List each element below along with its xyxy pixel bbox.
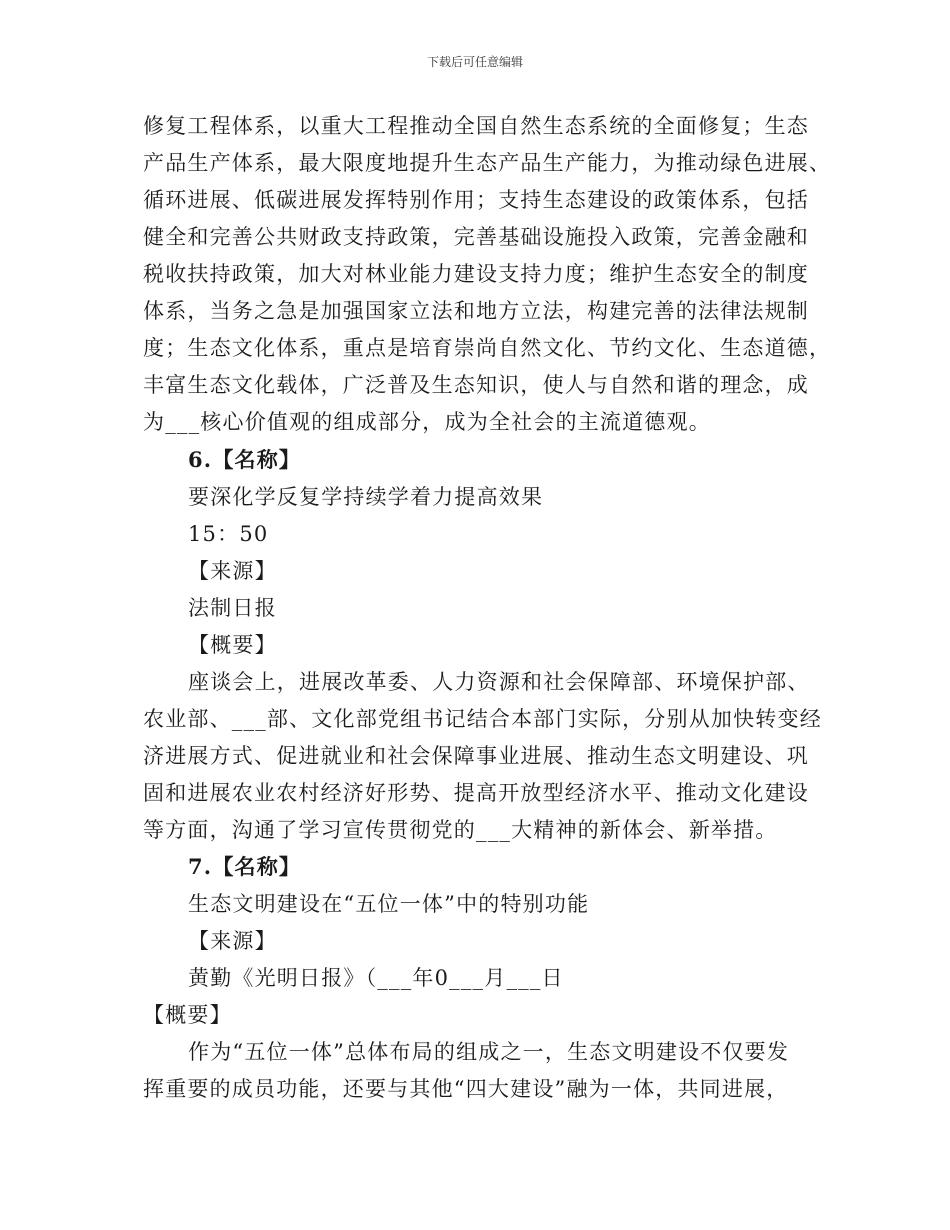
- summary-line: 济进展方式、促进就业和社会保障事业进展、推动生态文明建设、巩: [143, 744, 809, 768]
- body-line: 产品生产体系，最大限度地提升生态产品生产能力，为推动绿色进展、: [143, 151, 832, 175]
- body-line: 度；生态文化体系，重点是培育崇尚自然文化、节约文化、生态道德，: [143, 336, 832, 360]
- article-title: 要深化学反复学持续学着力提高效果: [188, 485, 544, 509]
- body-line: 健全和完善公共财政支持政策，完善基础设施投入政策，完善金融和: [143, 225, 809, 249]
- body-line: 修复工程体系，以重大工程推动全国自然生态系统的全面修复；生态: [143, 114, 809, 138]
- body-line: 体系，当务之急是加强国家立法和地方立法，构建完善的法律法规制: [143, 299, 809, 323]
- summary-line: 固和进展农业农村经济好形势、提高开放型经济水平、推动文化建设: [143, 781, 809, 805]
- body-line: 循环进展、低碳进展发挥特别作用；支持生态建设的政策体系，包括: [143, 188, 809, 212]
- body-line: 丰富生态文化载体，广泛普及生态知识，使人与自然和谐的理念，成: [143, 373, 809, 397]
- body-line: 为___核心价值观的组成部分，成为全社会的主流道德观。: [143, 410, 711, 434]
- source-label: 【来源】: [188, 929, 277, 953]
- body-line: 税收扶持政策，加大对林业能力建设支持力度；维护生态安全的制度: [143, 262, 809, 286]
- source-value: 黄勤《光明日报》（___年0___月___日: [188, 966, 564, 990]
- article-title: 生态文明建设在“五位一体”中的特别功能: [188, 892, 590, 916]
- summary-line: 农业部、___部、文化部党组书记结合本部门实际，分别从加快转变经: [143, 707, 822, 731]
- section-heading-6: 6.【名称】: [188, 447, 302, 472]
- section-heading-7: 7.【名称】: [188, 854, 302, 879]
- summary-label: 【概要】: [143, 1003, 232, 1027]
- source-label: 【来源】: [188, 559, 277, 583]
- summary-label: 【概要】: [188, 633, 277, 657]
- page-header: 下载后可任意编辑: [426, 55, 523, 69]
- summary-line: 作为“五位一体”总体布局的组成之一，生态文明建设不仅要发: [188, 1040, 790, 1064]
- article-time: 15：50: [188, 522, 269, 546]
- summary-line: 挥重要的成员功能，还要与其他“四大建设”融为一体，共同进展，: [143, 1077, 789, 1101]
- source-value: 法制日报: [188, 596, 277, 620]
- summary-line: 等方面，沟通了学习宣传贯彻党的___大精神的新体会、新举措。: [143, 818, 778, 842]
- summary-line: 座谈会上，进展改革委、人力资源和社会保障部、环境保护部、: [188, 670, 810, 694]
